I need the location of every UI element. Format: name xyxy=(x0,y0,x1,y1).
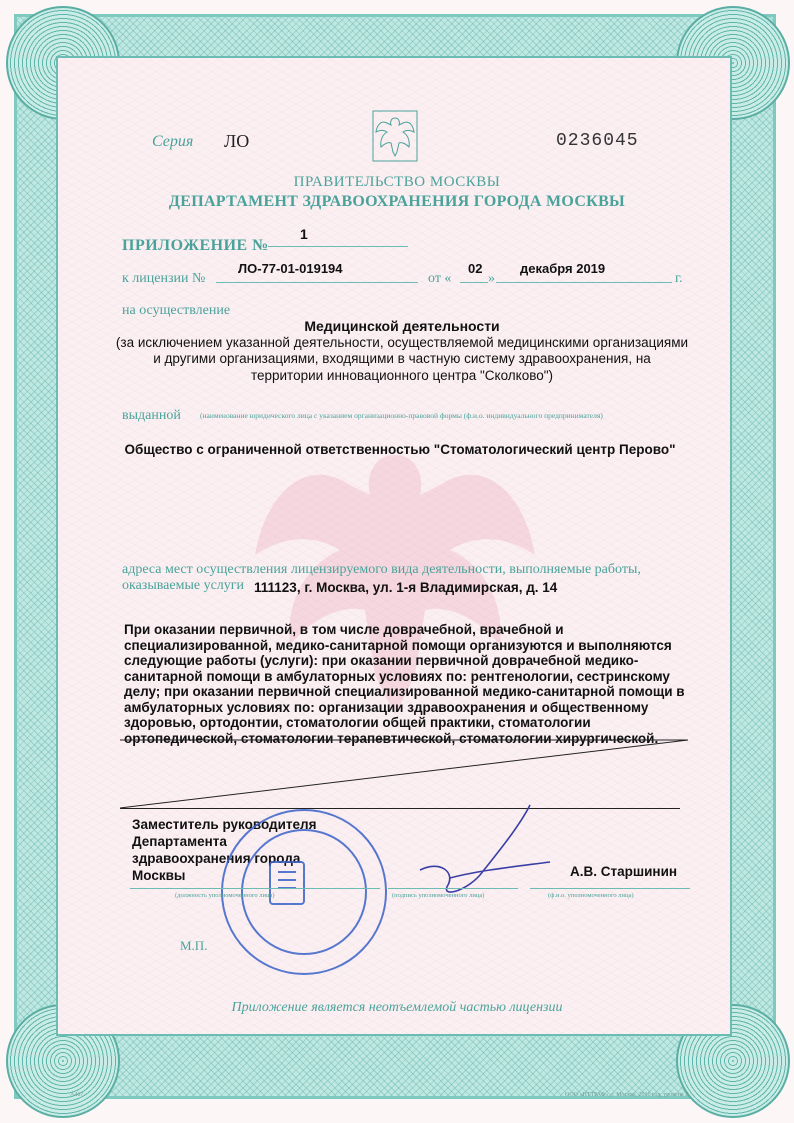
works-line: специализированной, медико-санитарной помощи организуются и выполняются xyxy=(124,637,672,653)
hint-position: (должность уполномоченного лица) xyxy=(175,892,275,899)
license-month-year: декабря 2019 xyxy=(520,261,606,276)
activity-line: (за исключением указанной деятельности, осуществляемой медицинскими организациями xyxy=(115,334,689,350)
works-line: делу; при оказании первичной специализированной медико-санитарной помощи в xyxy=(124,684,685,699)
activity-title: Медицинской деятельности xyxy=(304,318,500,334)
series-value: ЛО xyxy=(224,131,250,151)
license-day: 02 xyxy=(468,261,483,276)
activity-line: и другими организациями, входящими в частную систему здравоохранения, на xyxy=(153,351,651,366)
month-line xyxy=(496,282,672,283)
license-number-line xyxy=(216,282,418,283)
activity-description xyxy=(110,318,694,384)
position-line-rule xyxy=(130,888,380,889)
date-prefix: от « xyxy=(428,271,452,286)
works-line: ортопедической, стоматологии терапевтической, стоматологии хирургической. xyxy=(124,730,659,746)
appendix-label: ПРИЛОЖЕНИЕ № xyxy=(122,237,269,254)
hint-name: (ф.и.о. уполномоченного лица) xyxy=(548,892,634,899)
organization-name: Общество с ограниченной ответственностью "Стоматологический центр Перово" xyxy=(124,442,676,457)
appendix-number-line xyxy=(268,246,408,247)
works-line: здоровью, ортодонтии, стоматологии общей практики, стоматологии xyxy=(124,715,591,730)
day-line xyxy=(460,282,488,283)
signature-top-line xyxy=(120,808,680,809)
date-quote: » xyxy=(488,271,495,286)
works-line: следующие работы (услуги): при оказании первичной доврачебной медико- xyxy=(124,653,639,668)
works-list xyxy=(124,622,688,746)
filler-strike-lines xyxy=(120,738,690,810)
signature-line-rule xyxy=(388,888,518,889)
activity-line: территории инновационного центра "Сколково") xyxy=(250,367,554,383)
works-line: амбулаторных условиях по: организации здравоохранения и общественному xyxy=(124,699,649,715)
address-value: 111123, г. Москва, ул. 1-я Владимирская, д. 14 xyxy=(254,580,558,595)
printer-info: ООО «НТТРАФ», г. Москва, 2016 год, уровень Б xyxy=(565,1092,689,1098)
position-line: Москвы xyxy=(132,868,186,883)
works-line: При оказании первичной, в том числе доврачебной, врачебной и xyxy=(124,622,564,637)
address-label-cont: оказываемые услуги xyxy=(122,578,245,593)
form-number: 0236045 xyxy=(556,131,639,151)
hint-signature: (подпись уполномоченного лица) xyxy=(392,892,485,899)
seal-place-label: М.П. xyxy=(180,938,208,953)
position-line: здравоохранения города xyxy=(132,851,301,866)
year-suffix: г. xyxy=(675,271,683,286)
government-title: ПРАВИТЕЛЬСТВО МОСКВЫ xyxy=(293,174,501,190)
position-line: Департамента xyxy=(132,834,227,849)
appendix-number: 1 xyxy=(300,226,308,242)
position-line: Заместитель руководителя xyxy=(132,817,317,832)
works-line: санитарной помощи в амбулаторных условиях по: рентгенологии, сестринскому xyxy=(124,668,670,684)
license-number: ЛО-77-01-019194 xyxy=(238,261,343,276)
purpose-label: на осуществление xyxy=(122,303,231,318)
name-line-rule xyxy=(530,888,690,889)
series-label: Серия xyxy=(152,133,194,150)
coat-of-arms-icon xyxy=(372,110,418,162)
address-label: адреса мест осуществления лицензируемого вида деятельности, выполняемые работы, xyxy=(122,562,641,577)
footer-note: Приложение является неотъемлемой частью лицензии xyxy=(231,1000,563,1015)
issued-hint: (наименование юридического лица с указанием организационно-правовой формы (ф.и.о. индивидуального предпринимателя) xyxy=(200,411,603,420)
department-title: ДЕПАРТАМЕНТ ЗДРАВООХРАНЕНИЯ ГОРОДА МОСКВЫ xyxy=(168,193,626,210)
issued-label: выданной xyxy=(122,408,181,423)
signer-name: А.В. Старшинин xyxy=(570,864,678,879)
license-label: к лицензии № xyxy=(122,271,206,286)
print-code: А467 xyxy=(70,1092,84,1098)
